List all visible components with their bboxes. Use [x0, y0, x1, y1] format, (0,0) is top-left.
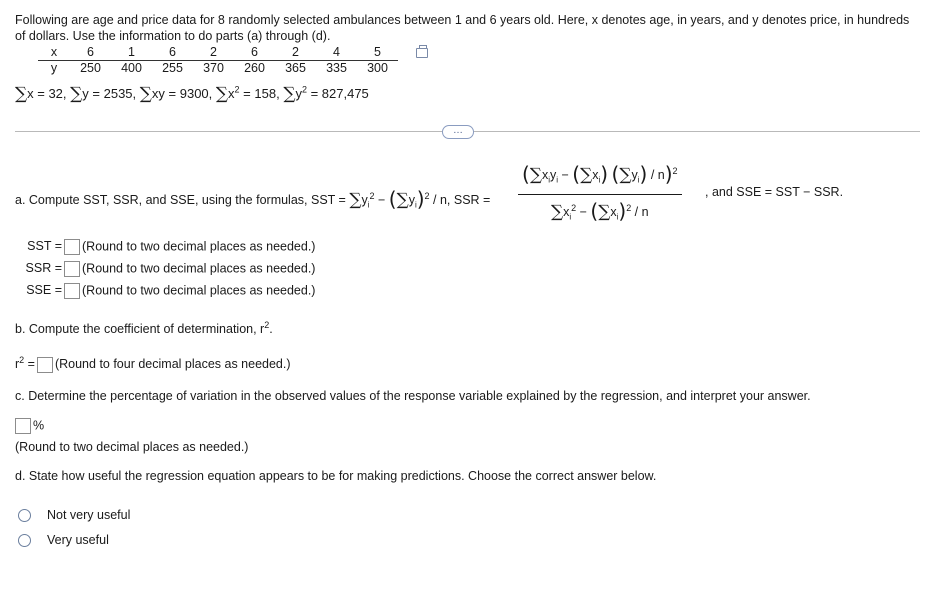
percent-unit: % [33, 418, 45, 433]
ssr-numerator: ($\sum x_iy_i - (\sum x_i)$ $(\sum y_i) / n)^2$ [522, 162, 678, 187]
y-label: y [50, 61, 58, 75]
sst-input[interactable] [64, 239, 80, 255]
sigma-symbol: ∑ [139, 84, 152, 104]
x-row [38, 45, 398, 61]
y-cell: 335 [326, 61, 347, 75]
sse-hint: (Round to two decimal places as needed.) [82, 283, 316, 298]
sse-input[interactable] [64, 283, 80, 299]
ssr-input[interactable] [64, 261, 80, 277]
expand-more-button[interactable]: … [442, 125, 474, 139]
part-b-text: b. Compute the coefficient of determination, r [15, 322, 265, 337]
sigma-symbol: ∑ [15, 84, 28, 104]
sse-row [0, 283, 315, 299]
x-cell: 1 [111, 45, 152, 61]
x-cell: 2 [193, 45, 234, 61]
sum-xy: xy = 9300, [151, 86, 213, 101]
part-a-prefix: a. Compute SST, SSR, and SSE, using the formulas, SST = [15, 193, 350, 207]
percent-input[interactable] [15, 418, 31, 434]
sigma-symbol: ∑ [215, 84, 229, 104]
part-b-question: b. Compute the coefficient of determination, $r^2$. [15, 320, 273, 337]
sum-x2: = 158, [239, 86, 280, 101]
option-label: Very useful [47, 533, 109, 547]
sum-x: x = 32, [27, 86, 67, 101]
ssr-label: SSR = [25, 261, 62, 276]
sst-row [0, 239, 315, 255]
y-cell: 300 [367, 61, 388, 75]
r2-label: r [15, 357, 20, 372]
problem-intro: Following are age and price data for 8 randomly selected ambulances between 1 and 6 years old. Here, x denotes age, in years, and y denotes price, in hundreds of dollars. Use the information to do parts (a) through (d). [15, 13, 910, 43]
sum-x2-var: x [228, 86, 235, 101]
r2-row: $r^2$ = (Round to four decimal places as needed.) [15, 355, 291, 372]
option-not-very-useful[interactable] [18, 508, 130, 522]
y-cell: 365 [285, 61, 306, 75]
x-label: x [38, 45, 70, 61]
y-cell: 400 [121, 61, 142, 75]
radio-button[interactable] [18, 534, 31, 547]
y-cell: 260 [244, 61, 265, 75]
y-cell: 255 [162, 61, 183, 75]
sum-y2-var: y [295, 86, 302, 101]
copy-data-icon[interactable] [416, 48, 428, 58]
sum-y: y = 2535, [82, 86, 137, 101]
sst-hint: (Round to two decimal places as needed.) [82, 239, 316, 254]
x-cell: 6 [234, 45, 275, 61]
y-row [38, 61, 398, 77]
summary-sums: ∑x = 32, ∑y = 2535, ∑xy = 9300, $\sum x^2 = 158$, $\sum y^2 = 827,475$ [15, 84, 369, 104]
sigma-symbol: ∑ [283, 84, 296, 104]
ssr-hint: (Round to two decimal places as needed.) [82, 261, 316, 276]
part-a-suffix: , and SSE = SST − SSR. [705, 185, 844, 199]
ssr-denominator: $\sum x_i^2 - (\sum x_i)^2 / n$ [550, 198, 649, 223]
part-c-hint: (Round to two decimal places as needed.) [15, 440, 249, 454]
part-a-question: a. Compute SST, SSR, and SSE, using the formulas, SST = $\sum y_i^2 - (\sum y_i)^2 / n$, SSR = [15, 187, 491, 211]
x-cell: 5 [357, 45, 398, 61]
sum-y2: = 827,475 [306, 86, 369, 101]
r2-input[interactable] [37, 357, 53, 373]
y-cell: 370 [203, 61, 224, 75]
x-cell: 4 [316, 45, 357, 61]
part-d-question: d. State how useful the regression equation appears to be for making predictions. Choose the correct answer below. [15, 469, 657, 483]
part-a-sst-mid: / n, SSR = [429, 193, 491, 207]
x-cell: 6 [70, 45, 111, 61]
x-cell: 2 [275, 45, 316, 61]
sigma-symbol: ∑ [70, 84, 83, 104]
part-c-question: c. Determine the percentage of variation in the observed values of the response variable explained by the regression, and interpret your answer. [15, 389, 811, 403]
fraction-bar [518, 194, 682, 195]
percent-row [15, 418, 44, 434]
option-label: Not very useful [47, 508, 131, 522]
y-cell: 250 [80, 61, 101, 75]
x-cell: 6 [152, 45, 193, 61]
ssr-formula [518, 160, 682, 228]
ssr-row [0, 261, 315, 277]
data-table [38, 45, 398, 76]
sse-label: SSE = [26, 283, 62, 298]
radio-button[interactable] [18, 509, 31, 522]
option-very-useful[interactable] [18, 533, 109, 547]
sst-label: SST = [27, 239, 62, 254]
r2-hint: (Round to four decimal places as needed.) [54, 357, 291, 372]
